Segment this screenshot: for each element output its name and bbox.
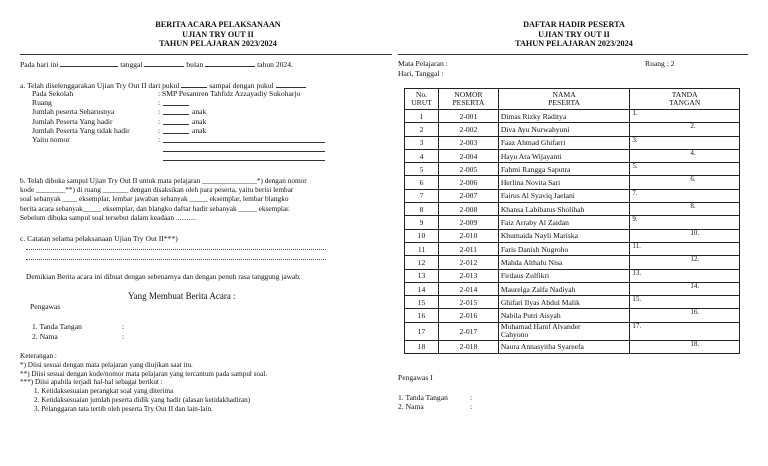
table-row xyxy=(405,256,740,269)
extra-line xyxy=(32,144,130,153)
row-number: 6 xyxy=(405,176,439,189)
participant-name: Faaz Ahmad Ghifarri xyxy=(498,136,630,149)
note: ***) Diisi apabila terjadi hal-hal sebagai berikut : xyxy=(20,378,163,387)
signature-cell xyxy=(630,242,740,255)
signature-cell xyxy=(630,163,740,176)
label: Yaitu nomor xyxy=(32,134,70,144)
participant-number: 2-011 xyxy=(438,242,498,255)
value: : xyxy=(158,98,161,108)
row-number: 17 xyxy=(405,322,439,340)
pengawas-label: Pengawas I xyxy=(398,373,433,382)
blank-date xyxy=(144,59,184,67)
participant-number: 2-001 xyxy=(438,110,498,123)
unit: anak xyxy=(192,125,207,135)
signature-number: 3. xyxy=(632,135,638,144)
signature-cell xyxy=(630,309,740,322)
table-row xyxy=(405,176,740,189)
row-number: 14 xyxy=(405,282,439,295)
attendance-table xyxy=(404,88,740,354)
extra-line xyxy=(32,153,130,162)
signature-number: 5. xyxy=(632,162,638,171)
colon: : xyxy=(122,331,125,341)
title-line-1: DAFTAR HADIR PESERTA xyxy=(523,20,625,29)
participant-name: Herlina Novita Sari xyxy=(498,176,630,189)
sec-b-line: kode ________**) di ruang _______ dengan disaksikan oleh para peserta, yaitu berisi lembar xyxy=(20,185,294,195)
label: Pada Sekolah xyxy=(32,89,74,98)
table-row xyxy=(405,163,740,176)
participant-name: Ghifari Ilyas Abdul Malik xyxy=(498,296,630,309)
sign-row xyxy=(32,331,125,342)
signature-number: 15. xyxy=(632,295,642,304)
title-line-2: UJIAN TRY OUT II xyxy=(182,29,254,39)
label: Jumlah Peserta Yang tidak hadir xyxy=(32,125,130,135)
sec-b-line: b. Telah dibuka sampul Ujian Try Out II untuk mata pelajaran _______________*) dengan nomor xyxy=(20,176,307,185)
row-number: 18 xyxy=(405,340,439,353)
value: : SMP Pesantren Tahfidz Azzayadiy Sukoharjo xyxy=(158,89,301,98)
row-number: 3 xyxy=(405,136,439,149)
row-number: 2 xyxy=(405,123,439,136)
table-row xyxy=(405,282,740,295)
row-number: 1 xyxy=(405,110,439,123)
blank xyxy=(163,135,325,143)
signature-cell xyxy=(630,176,740,189)
divider xyxy=(398,54,748,55)
unit: anak xyxy=(192,116,207,126)
participant-name: Dimas Rizky Raditya xyxy=(498,110,630,123)
label: Jumlah peserta Seharusnya xyxy=(32,107,115,117)
header-nama-peserta: NAMA PESERTA xyxy=(498,89,630,110)
row-number: 8 xyxy=(405,203,439,216)
section-a-rows xyxy=(32,89,301,163)
sub-notes xyxy=(20,387,267,413)
date-label-date: tanggal xyxy=(120,60,143,69)
participant-name: Muhamad Hanif Alvander Cahyono xyxy=(498,322,630,340)
participant-name: Fahmi Rangga Saputra xyxy=(498,163,630,176)
sign-row xyxy=(398,402,473,412)
signature-cell xyxy=(630,282,740,295)
header-tanda-tangan: TANDA TANGAN xyxy=(630,89,740,110)
sign-row xyxy=(398,393,473,402)
label: Ruang xyxy=(32,98,52,108)
signature-cell xyxy=(630,296,740,309)
sec-c-title: c. Catatan selama pelaksanaan Ujian Try Out II***) xyxy=(20,234,178,243)
participant-name: Naura Annasyitha Syareefa xyxy=(498,340,630,353)
blank xyxy=(163,153,325,161)
sec-b-line: Sebelum dibuka sampul soal tersebut dalam keadaan ........... xyxy=(20,212,196,222)
section-b xyxy=(20,176,307,222)
participant-number: 2-014 xyxy=(438,282,498,295)
participant-number: 2-016 xyxy=(438,309,498,322)
row-nomor xyxy=(32,134,161,144)
participant-number: 2-006 xyxy=(438,176,498,189)
row-number: 12 xyxy=(405,256,439,269)
signature-number: 14. xyxy=(690,281,700,290)
row-number: 15 xyxy=(405,296,439,309)
closing-text: Demikian Berita acara ini dibuat dengan sebenarnya dan dengan penuh rasa tanggung jawab. xyxy=(26,272,301,281)
sec-a-text: a. Telah diselenggarakan Ujian Try Out II dari pukul xyxy=(20,81,180,90)
signature-cell xyxy=(630,149,740,162)
table-row xyxy=(405,189,740,202)
signature-cell xyxy=(630,189,740,202)
signature-cell xyxy=(630,110,740,123)
table-row xyxy=(405,322,740,340)
maker-title: Yang Membuat Berita Acara : xyxy=(128,291,236,301)
table-row xyxy=(405,149,740,162)
sign-label: 1. Tanda Tangan xyxy=(398,393,448,402)
row-number: 9 xyxy=(405,216,439,229)
sec-a-text-2: sampai dengan pukul xyxy=(209,81,274,90)
sub-note: 2. Ketidaksesuaian jumlah peserta didik yang hadir (alasan ketidakhadiran) xyxy=(34,395,251,404)
pengawas-label: Pengawas xyxy=(30,302,61,311)
row-number: 5 xyxy=(405,163,439,176)
value: : xyxy=(158,125,161,135)
title-line-1: BERITA ACARA PELAKSANAAN xyxy=(155,20,281,29)
signature-number: 17. xyxy=(632,321,642,330)
blank-day xyxy=(60,59,118,67)
colon: : xyxy=(470,402,473,412)
signature-number: 12. xyxy=(690,255,700,264)
blank xyxy=(163,107,189,115)
table-header-row xyxy=(405,89,740,110)
section-c xyxy=(20,234,326,262)
value: : xyxy=(158,116,161,126)
signature-cell xyxy=(630,216,740,229)
table-row xyxy=(405,216,740,229)
signature-number: 7. xyxy=(632,188,638,197)
date-label-year: tahun 2024. xyxy=(257,60,293,69)
table-row xyxy=(405,340,740,353)
signature-number: 16. xyxy=(690,308,700,317)
dotted-line xyxy=(26,243,326,250)
participant-name: Faiz Arraby Al Zaidan xyxy=(498,216,630,229)
table-row xyxy=(405,123,740,136)
row-hadir xyxy=(32,116,207,126)
participant-name: Khumaida Nayli Mariska xyxy=(498,229,630,242)
signature-number: 6. xyxy=(690,175,696,184)
participant-name: Firdaus Zulfikri xyxy=(498,269,630,282)
blank-month xyxy=(205,59,255,67)
title-line-3: TAHUN PELAJARAN 2023/2024 xyxy=(159,39,277,49)
date-line xyxy=(20,59,293,69)
ruang-label: Ruang : 2 xyxy=(645,59,675,68)
participant-number: 2-003 xyxy=(438,136,498,149)
signature-number: 11. xyxy=(632,241,641,250)
participant-number: 2-015 xyxy=(438,296,498,309)
signature-number: 1. xyxy=(632,109,638,117)
date-label-month: bulan xyxy=(186,60,204,69)
title-line-3: TAHUN PELAJARAN 2023/2024 xyxy=(515,39,633,49)
blank-end-time xyxy=(276,80,306,88)
signature-cell xyxy=(630,256,740,269)
participant-number: 2-012 xyxy=(438,256,498,269)
value: : xyxy=(158,107,161,117)
blank xyxy=(163,98,189,106)
table-row xyxy=(405,309,740,322)
dotted-line xyxy=(26,253,326,260)
row-tidak-hadir xyxy=(32,125,207,135)
berita-acara-title xyxy=(118,20,318,49)
notes-title: Keterangan : xyxy=(20,352,57,360)
participant-number: 2-009 xyxy=(438,216,498,229)
row-number: 7 xyxy=(405,189,439,202)
participant-number: 2-017 xyxy=(438,322,498,340)
colon: : xyxy=(470,393,473,402)
blank xyxy=(163,117,189,125)
table-row xyxy=(405,242,740,255)
signature-number: 13. xyxy=(632,268,642,277)
unit: anak xyxy=(192,107,207,117)
sub-note: 3. Pelanggaran tata tertib oleh peserta Try Out II dan lain-lain. xyxy=(34,404,213,413)
hari-tanggal-label: Hari, Tanggal : xyxy=(398,69,444,78)
participant-name: Nabila Putri Aisyah xyxy=(498,309,630,322)
sub-note: 1. Ketidaksesuaian perangkat soal yang diterima xyxy=(34,387,174,396)
signature-cell xyxy=(630,340,740,353)
signature-number: 9. xyxy=(632,215,638,224)
signature-number: 10. xyxy=(690,228,700,237)
signature-cell xyxy=(630,322,740,340)
participant-name: Maurelga Zalfa Nadiyah xyxy=(498,282,630,295)
signature-cell xyxy=(630,269,740,282)
mapel-label: Mata Pelajaran : xyxy=(398,59,448,68)
notes xyxy=(20,352,267,414)
participant-number: 2-008 xyxy=(438,203,498,216)
participant-number: 2-010 xyxy=(438,229,498,242)
title-line-2: UJIAN TRY OUT II xyxy=(538,29,610,39)
participant-name: Diva Ayu Nurwahyuni xyxy=(498,123,630,136)
participant-name: Faris Danish Nugroho xyxy=(498,242,630,255)
row-ruang xyxy=(32,98,161,108)
table-row xyxy=(405,269,740,282)
blank-start-time xyxy=(181,80,207,88)
label: Jumlah Peserta Yang hadir xyxy=(32,116,113,126)
daftar-hadir-title xyxy=(474,20,674,49)
participant-name: Fairus Al Syaviq Jaelani xyxy=(498,189,630,202)
header-no: No. URUT xyxy=(405,89,439,110)
participant-number: 2-004 xyxy=(438,149,498,162)
participant-number: 2-002 xyxy=(438,123,498,136)
row-seharusnya xyxy=(32,107,207,117)
date-label-day: Pada hari ini xyxy=(20,60,59,69)
participant-name: Hayu Ara Wijayanti xyxy=(498,149,630,162)
signature-number: 2. xyxy=(690,122,696,131)
row-number: 10 xyxy=(405,229,439,242)
participant-number: 2-005 xyxy=(438,163,498,176)
attendance-body xyxy=(405,110,740,354)
sign-block xyxy=(32,322,125,341)
signature-cell xyxy=(630,229,740,242)
sec-b-line: soal sebanyak ____ eksemplar, lembar jawaban sebanyak _____ eksemplar, lembar blangko xyxy=(20,194,289,204)
participant-number: 2-007 xyxy=(438,189,498,202)
header-nomor-peserta: NOMOR PESERTA xyxy=(438,89,498,110)
table-row xyxy=(405,203,740,216)
signature-number: 4. xyxy=(690,148,696,157)
signature-cell xyxy=(630,136,740,149)
table-row xyxy=(405,110,740,123)
row-sekolah xyxy=(32,89,301,98)
participant-name: Mahda Althafu Nisa xyxy=(498,256,630,269)
sign-label: 2. Nama xyxy=(398,402,424,412)
sign-row xyxy=(32,322,125,332)
table-row xyxy=(405,229,740,242)
colon: : xyxy=(122,322,125,331)
participant-number: 2-013 xyxy=(438,269,498,282)
row-number: 13 xyxy=(405,269,439,282)
participant-number: 2-018 xyxy=(438,340,498,353)
sec-b-line: berita acara sebanyak_____ eksemplar, dan blangko daftar hadir sebanyak _____ eksemplar. xyxy=(20,203,290,213)
signature-number: 8. xyxy=(690,202,696,211)
participant-name: Khansa Labibatus Sholihah xyxy=(498,203,630,216)
signature-number: 18. xyxy=(690,339,700,348)
sign-label: 1. Tanda Tangan xyxy=(32,322,82,331)
row-number: 4 xyxy=(405,149,439,162)
sign-block xyxy=(398,393,473,412)
row-number: 11 xyxy=(405,242,439,255)
blank xyxy=(163,144,325,152)
signature-cell xyxy=(630,123,740,136)
blank xyxy=(163,126,189,134)
signature-cell xyxy=(630,203,740,216)
divider xyxy=(20,54,392,55)
table-row xyxy=(405,296,740,309)
table-row xyxy=(405,136,740,149)
row-number: 16 xyxy=(405,309,439,322)
note: *) Diisi sesuai dengan mata pelajaran yang diujikan saat itu. xyxy=(20,360,193,369)
value: : xyxy=(158,134,161,144)
sign-label: 2. Nama xyxy=(32,331,58,341)
note: **) Diisi sesuai dengan kode/nomor mata pelajaran yang tercantum pada sampul soal. xyxy=(20,369,268,378)
